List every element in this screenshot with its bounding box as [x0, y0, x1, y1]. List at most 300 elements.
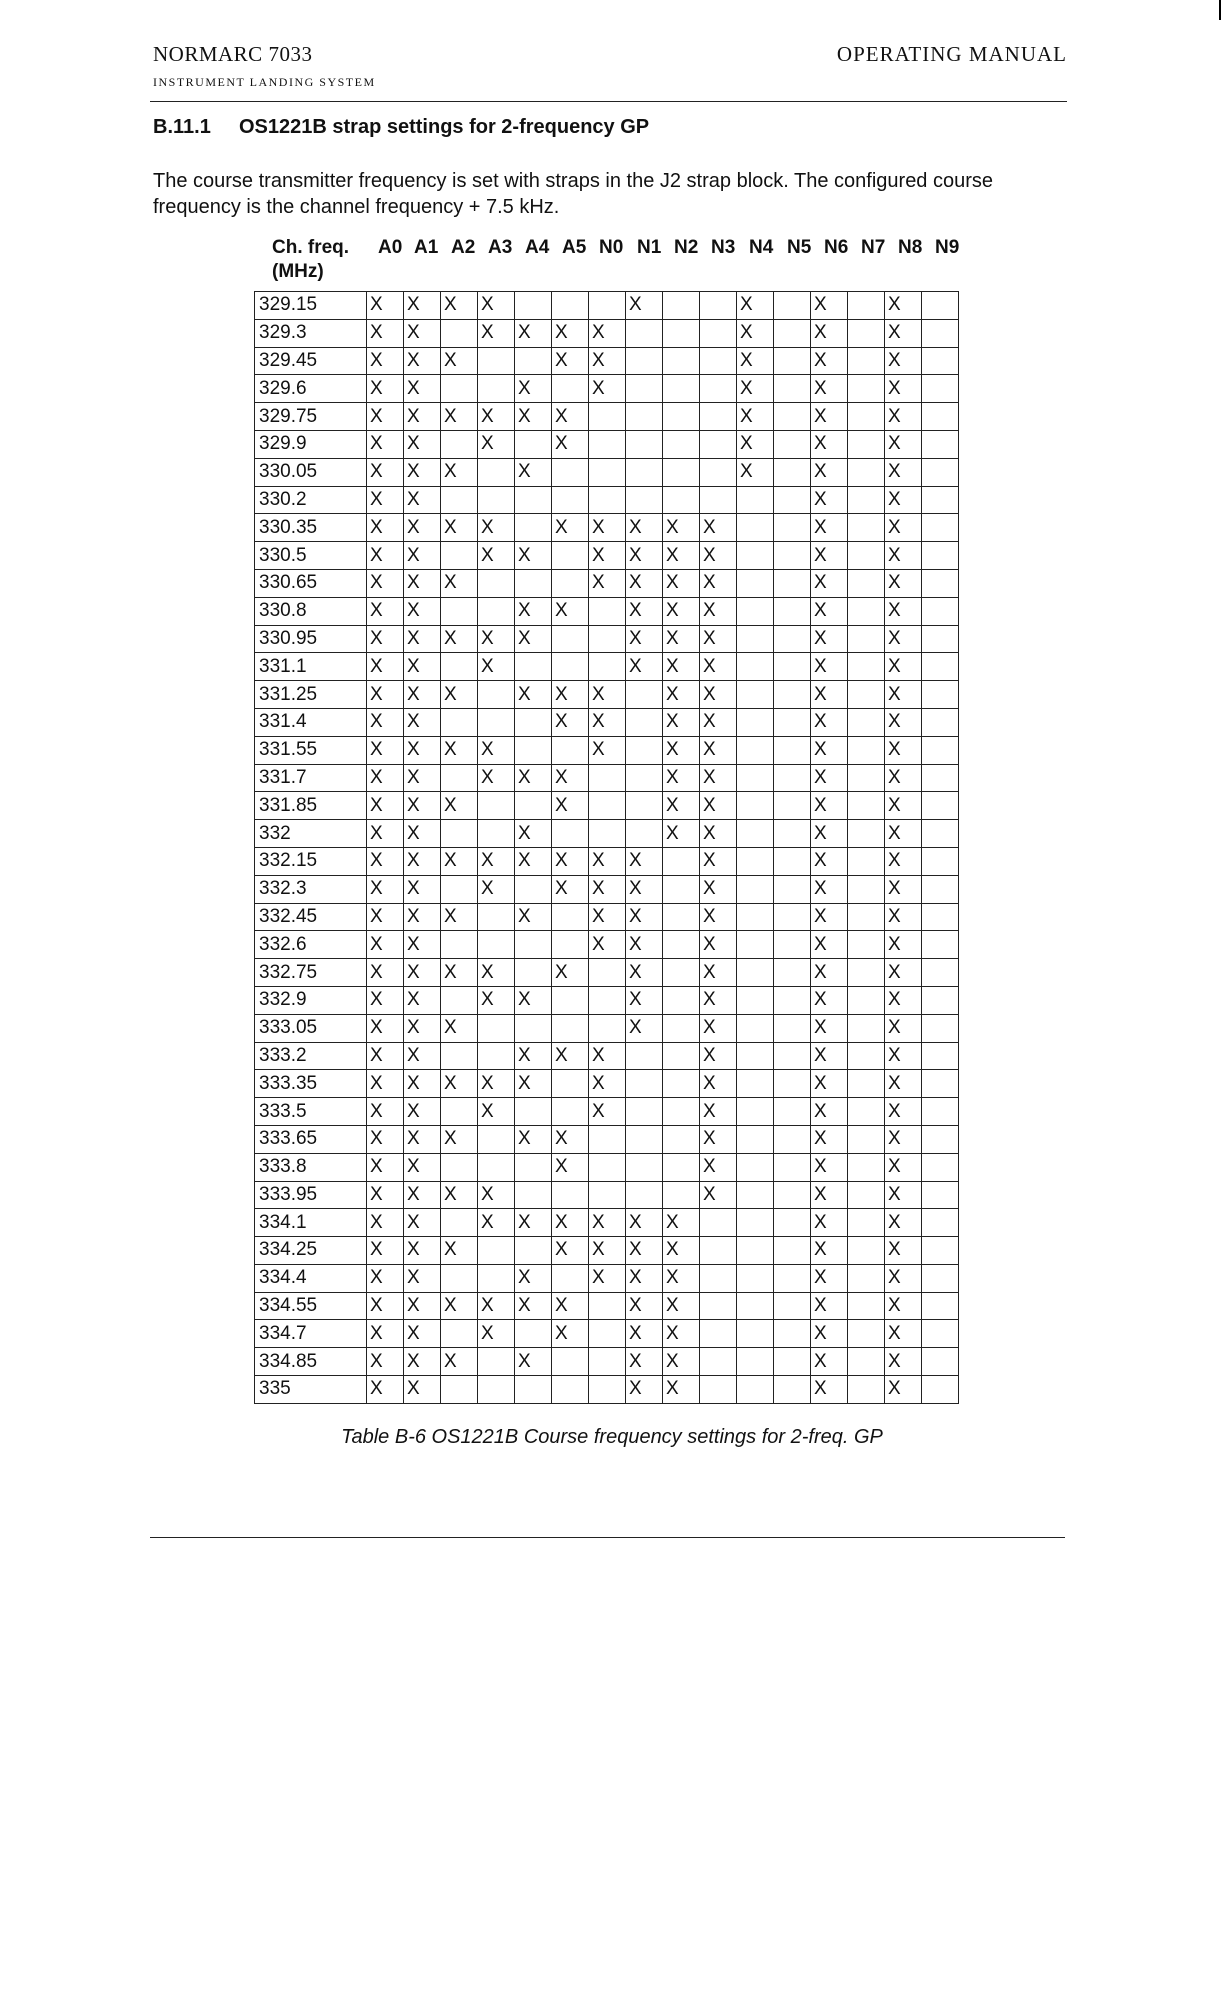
- freq-cell: 333.95: [255, 1181, 367, 1209]
- strap-mark: X: [666, 1350, 679, 1372]
- section-number: B.11.1: [153, 116, 211, 138]
- strap-mark: X: [555, 349, 568, 371]
- strap-cell-n1: [626, 875, 663, 903]
- strap-cell-n5: [774, 1209, 811, 1237]
- strap-cell-n5: [774, 792, 811, 820]
- strap-cell-a1: [404, 375, 441, 403]
- strap-mark: X: [518, 377, 531, 399]
- strap-mark: X: [666, 1267, 679, 1289]
- strap-cell-n7: [848, 820, 885, 848]
- freq-cell: 331.85: [255, 792, 367, 820]
- strap-cell-n6: [811, 1320, 848, 1348]
- strap-cell-n8: [885, 458, 922, 486]
- strap-cell-n4: [737, 569, 774, 597]
- strap-mark: X: [888, 933, 901, 955]
- strap-mark: X: [592, 933, 605, 955]
- strap-cell-n2: [663, 736, 700, 764]
- strap-cell-a4: [515, 1348, 552, 1376]
- strap-cell-n2: [663, 764, 700, 792]
- strap-mark: X: [481, 516, 494, 538]
- strap-cell-n4: [737, 736, 774, 764]
- strap-cell-n6: [811, 1292, 848, 1320]
- strap-cell-n6: [811, 1070, 848, 1098]
- table-row: [255, 1348, 959, 1376]
- strap-mark: X: [407, 1128, 420, 1150]
- strap-cell-n5: [774, 931, 811, 959]
- strap-cell-a4: [515, 347, 552, 375]
- strap-mark: X: [370, 1211, 383, 1233]
- strap-cell-a1: [404, 292, 441, 320]
- strap-mark: X: [518, 905, 531, 927]
- strap-cell-n7: [848, 458, 885, 486]
- strap-mark: X: [888, 1211, 901, 1233]
- strap-cell-n6: [811, 736, 848, 764]
- strap-cell-n5: [774, 847, 811, 875]
- strap-mark: X: [814, 627, 827, 649]
- strap-cell-a0: [367, 820, 404, 848]
- strap-cell-a4: [515, 820, 552, 848]
- strap-cell-n1: [626, 1014, 663, 1042]
- strap-mark: X: [703, 1156, 716, 1178]
- strap-mark: X: [703, 739, 716, 761]
- strap-cell-n1: [626, 1042, 663, 1070]
- strap-cell-n1: [626, 458, 663, 486]
- strap-cell-n5: [774, 625, 811, 653]
- strap-cell-n4: [737, 1209, 774, 1237]
- strap-mark: X: [370, 405, 383, 427]
- strap-cell-n9: [922, 1264, 959, 1292]
- strap-cell-n3: [700, 403, 737, 431]
- strap-mark: X: [888, 905, 901, 927]
- strap-cell-a5: [552, 569, 589, 597]
- strap-cell-a2: [441, 1181, 478, 1209]
- strap-mark: X: [629, 600, 642, 622]
- strap-cell-a5: [552, 625, 589, 653]
- strap-cell-a1: [404, 458, 441, 486]
- strap-mark: X: [481, 878, 494, 900]
- strap-cell-a5: [552, 486, 589, 514]
- freq-cell: 334.4: [255, 1264, 367, 1292]
- strap-cell-n3: [700, 458, 737, 486]
- strap-mark: X: [407, 905, 420, 927]
- strap-cell-n0: [589, 486, 626, 514]
- strap-cell-n4: [737, 542, 774, 570]
- strap-cell-n3: [700, 764, 737, 792]
- strap-cell-n3: [700, 1348, 737, 1376]
- strap-cell-a1: [404, 847, 441, 875]
- strap-cell-n8: [885, 1014, 922, 1042]
- strap-cell-a5: [552, 653, 589, 681]
- strap-cell-n8: [885, 875, 922, 903]
- strap-cell-a5: [552, 597, 589, 625]
- strap-cell-n8: [885, 569, 922, 597]
- strap-mark: X: [814, 461, 827, 483]
- strap-cell-a4: [515, 736, 552, 764]
- strap-mark: X: [888, 989, 901, 1011]
- table-row: [255, 931, 959, 959]
- intro-paragraph: The course transmitter frequency is set with straps in the J2 strap block. The configured course frequency is the channel frequency + 7.5 kHz.: [153, 170, 994, 218]
- strap-mark: X: [481, 1100, 494, 1122]
- strap-mark: X: [592, 739, 605, 761]
- strap-mark: X: [407, 377, 420, 399]
- strap-cell-n2: [663, 959, 700, 987]
- strap-cell-a3: [478, 792, 515, 820]
- strap-cell-n9: [922, 820, 959, 848]
- strap-cell-n0: [589, 792, 626, 820]
- strap-cell-a1: [404, 403, 441, 431]
- strap-cell-a3: [478, 1098, 515, 1126]
- strap-cell-n4: [737, 792, 774, 820]
- strap-cell-n7: [848, 1292, 885, 1320]
- strap-cell-n0: [589, 764, 626, 792]
- strap-mark: X: [888, 711, 901, 733]
- strap-cell-a3: [478, 847, 515, 875]
- strap-mark: X: [407, 627, 420, 649]
- strap-cell-a3: [478, 1181, 515, 1209]
- strap-mark: X: [888, 794, 901, 816]
- strap-cell-a1: [404, 597, 441, 625]
- strap-mark: X: [444, 294, 457, 316]
- strap-mark: X: [370, 294, 383, 316]
- strap-table-body: [255, 292, 959, 1404]
- strap-mark: X: [555, 1044, 568, 1066]
- strap-mark: X: [666, 544, 679, 566]
- freq-cell: 331.1: [255, 653, 367, 681]
- strap-mark: X: [518, 1295, 531, 1317]
- freq-cell: 332.45: [255, 903, 367, 931]
- strap-cell-n2: [663, 292, 700, 320]
- strap-cell-n4: [737, 1042, 774, 1070]
- strap-cell-n3: [700, 1125, 737, 1153]
- strap-cell-n0: [589, 708, 626, 736]
- strap-cell-a1: [404, 1098, 441, 1126]
- strap-cell-a4: [515, 1209, 552, 1237]
- strap-mark: X: [814, 766, 827, 788]
- strap-cell-n5: [774, 1153, 811, 1181]
- strap-cell-n3: [700, 653, 737, 681]
- freq-cell: 334.25: [255, 1237, 367, 1265]
- strap-cell-a3: [478, 820, 515, 848]
- strap-mark: X: [370, 878, 383, 900]
- strap-cell-a0: [367, 764, 404, 792]
- column-header-a4: A4: [525, 237, 550, 258]
- strap-cell-n0: [589, 430, 626, 458]
- strap-cell-n6: [811, 903, 848, 931]
- strap-cell-n1: [626, 1209, 663, 1237]
- strap-mark: X: [629, 627, 642, 649]
- freq-cell: 329.45: [255, 347, 367, 375]
- strap-mark: X: [370, 739, 383, 761]
- strap-cell-n6: [811, 542, 848, 570]
- freq-cell: 331.4: [255, 708, 367, 736]
- strap-cell-n0: [589, 347, 626, 375]
- strap-cell-n8: [885, 653, 922, 681]
- strap-cell-n3: [700, 375, 737, 403]
- strap-mark: X: [888, 572, 901, 594]
- strap-cell-a2: [441, 1264, 478, 1292]
- strap-cell-a4: [515, 319, 552, 347]
- strap-cell-n0: [589, 1153, 626, 1181]
- strap-cell-n2: [663, 1292, 700, 1320]
- strap-mark: X: [370, 1044, 383, 1066]
- strap-mark: X: [555, 1322, 568, 1344]
- freq-cell: 330.2: [255, 486, 367, 514]
- strap-cell-n3: [700, 1237, 737, 1265]
- strap-cell-n4: [737, 986, 774, 1014]
- strap-mark: X: [888, 683, 901, 705]
- strap-mark: X: [814, 822, 827, 844]
- strap-mark: X: [444, 1350, 457, 1372]
- strap-cell-n3: [700, 820, 737, 848]
- strap-mark: X: [407, 461, 420, 483]
- strap-cell-n8: [885, 708, 922, 736]
- strap-mark: X: [703, 794, 716, 816]
- strap-cell-n8: [885, 1292, 922, 1320]
- strap-mark: X: [814, 794, 827, 816]
- strap-cell-n5: [774, 375, 811, 403]
- strap-mark: X: [814, 433, 827, 455]
- strap-cell-n6: [811, 820, 848, 848]
- strap-cell-n9: [922, 1181, 959, 1209]
- strap-mark: X: [592, 1211, 605, 1233]
- strap-cell-n2: [663, 1376, 700, 1404]
- strap-mark: X: [666, 1378, 679, 1400]
- strap-mark: X: [370, 377, 383, 399]
- strap-cell-n7: [848, 625, 885, 653]
- strap-mark: X: [444, 349, 457, 371]
- strap-cell-n7: [848, 959, 885, 987]
- strap-mark: X: [703, 544, 716, 566]
- strap-cell-n0: [589, 736, 626, 764]
- strap-mark: X: [407, 1100, 420, 1122]
- freq-cell: 332.15: [255, 847, 367, 875]
- strap-cell-a1: [404, 1348, 441, 1376]
- strap-cell-n6: [811, 569, 848, 597]
- strap-cell-n3: [700, 486, 737, 514]
- strap-mark: X: [592, 322, 605, 344]
- strap-cell-a4: [515, 708, 552, 736]
- strap-cell-a5: [552, 375, 589, 403]
- strap-mark: X: [481, 655, 494, 677]
- strap-cell-n1: [626, 542, 663, 570]
- strap-mark: X: [370, 1156, 383, 1178]
- strap-cell-n1: [626, 1292, 663, 1320]
- strap-cell-a4: [515, 375, 552, 403]
- strap-cell-n7: [848, 1209, 885, 1237]
- freq-cell: 334.85: [255, 1348, 367, 1376]
- strap-cell-a5: [552, 708, 589, 736]
- strap-cell-n1: [626, 486, 663, 514]
- column-header-n8: N8: [898, 237, 923, 258]
- strap-cell-n2: [663, 681, 700, 709]
- strap-cell-a0: [367, 875, 404, 903]
- table-row: [255, 847, 959, 875]
- strap-cell-n0: [589, 292, 626, 320]
- strap-cell-a0: [367, 430, 404, 458]
- strap-cell-n2: [663, 347, 700, 375]
- strap-cell-n0: [589, 1376, 626, 1404]
- strap-cell-n6: [811, 1014, 848, 1042]
- strap-cell-n7: [848, 1125, 885, 1153]
- strap-cell-a0: [367, 959, 404, 987]
- strap-mark: X: [407, 850, 420, 872]
- strap-cell-a4: [515, 1125, 552, 1153]
- strap-cell-n2: [663, 931, 700, 959]
- column-header-a2: A2: [451, 237, 476, 258]
- strap-cell-n1: [626, 403, 663, 431]
- strap-mark: X: [888, 1378, 901, 1400]
- strap-mark: X: [407, 405, 420, 427]
- strap-mark: X: [444, 1128, 457, 1150]
- strap-mark: X: [407, 322, 420, 344]
- strap-mark: X: [592, 683, 605, 705]
- strap-cell-n3: [700, 1098, 737, 1126]
- strap-cell-n3: [700, 847, 737, 875]
- strap-cell-n8: [885, 430, 922, 458]
- strap-cell-a5: [552, 1348, 589, 1376]
- header-divider: [150, 101, 1067, 102]
- freq-cell: 330.5: [255, 542, 367, 570]
- strap-cell-a5: [552, 319, 589, 347]
- strap-cell-n4: [737, 1070, 774, 1098]
- table-row: [255, 514, 959, 542]
- strap-cell-n7: [848, 1320, 885, 1348]
- freq-cell: 330.65: [255, 569, 367, 597]
- strap-mark: X: [666, 1211, 679, 1233]
- strap-mark: X: [407, 1295, 420, 1317]
- strap-cell-n3: [700, 1042, 737, 1070]
- strap-mark: X: [518, 683, 531, 705]
- freq-header-line-2: (MHz): [272, 261, 324, 282]
- strap-mark: X: [814, 377, 827, 399]
- strap-mark: X: [740, 294, 753, 316]
- strap-cell-a5: [552, 430, 589, 458]
- strap-mark: X: [888, 294, 901, 316]
- strap-mark: X: [703, 1044, 716, 1066]
- table-row: [255, 597, 959, 625]
- strap-mark: X: [555, 683, 568, 705]
- strap-mark: X: [407, 1072, 420, 1094]
- strap-mark: X: [814, 1211, 827, 1233]
- strap-mark: X: [814, 1350, 827, 1372]
- strap-cell-a2: [441, 292, 478, 320]
- page-header-left: [153, 42, 376, 90]
- strap-cell-a0: [367, 653, 404, 681]
- strap-cell-n5: [774, 430, 811, 458]
- column-header-n7: N7: [861, 237, 886, 258]
- strap-settings-table: [254, 291, 959, 1404]
- strap-cell-n5: [774, 458, 811, 486]
- strap-cell-a1: [404, 903, 441, 931]
- table-row: [255, 430, 959, 458]
- strap-cell-n9: [922, 347, 959, 375]
- strap-cell-n2: [663, 1098, 700, 1126]
- strap-cell-a5: [552, 903, 589, 931]
- strap-mark: X: [814, 1267, 827, 1289]
- strap-cell-n4: [737, 959, 774, 987]
- strap-cell-a4: [515, 1292, 552, 1320]
- strap-cell-n9: [922, 375, 959, 403]
- strap-cell-n4: [737, 1153, 774, 1181]
- strap-cell-n5: [774, 708, 811, 736]
- strap-cell-n6: [811, 764, 848, 792]
- strap-cell-a2: [441, 486, 478, 514]
- strap-cell-n1: [626, 847, 663, 875]
- strap-cell-a5: [552, 1098, 589, 1126]
- strap-cell-n3: [700, 1376, 737, 1404]
- strap-cell-a3: [478, 347, 515, 375]
- strap-mark: X: [518, 322, 531, 344]
- strap-mark: X: [629, 572, 642, 594]
- strap-cell-a5: [552, 792, 589, 820]
- section-title: OS1221B strap settings for 2-frequency GP: [239, 116, 650, 138]
- strap-cell-n4: [737, 875, 774, 903]
- strap-cell-n1: [626, 903, 663, 931]
- strap-cell-a3: [478, 708, 515, 736]
- strap-cell-n7: [848, 542, 885, 570]
- strap-cell-a3: [478, 403, 515, 431]
- strap-cell-n4: [737, 319, 774, 347]
- table-row: [255, 986, 959, 1014]
- strap-cell-a0: [367, 1181, 404, 1209]
- strap-mark: X: [407, 961, 420, 983]
- strap-cell-a4: [515, 458, 552, 486]
- strap-cell-n5: [774, 514, 811, 542]
- strap-cell-n8: [885, 986, 922, 1014]
- strap-mark: X: [740, 433, 753, 455]
- strap-mark: X: [370, 627, 383, 649]
- strap-cell-n8: [885, 625, 922, 653]
- strap-cell-a3: [478, 986, 515, 1014]
- strap-mark: X: [481, 1211, 494, 1233]
- strap-mark: X: [407, 349, 420, 371]
- strap-mark: X: [518, 627, 531, 649]
- strap-cell-a2: [441, 1348, 478, 1376]
- strap-cell-n5: [774, 569, 811, 597]
- strap-cell-n6: [811, 959, 848, 987]
- strap-cell-n9: [922, 292, 959, 320]
- strap-cell-n2: [663, 1181, 700, 1209]
- strap-cell-n5: [774, 653, 811, 681]
- strap-mark: X: [888, 1267, 901, 1289]
- strap-cell-n9: [922, 1125, 959, 1153]
- freq-cell: 332.9: [255, 986, 367, 1014]
- strap-mark: X: [370, 461, 383, 483]
- strap-mark: X: [888, 766, 901, 788]
- strap-mark: X: [814, 544, 827, 566]
- strap-cell-a0: [367, 458, 404, 486]
- strap-mark: X: [814, 655, 827, 677]
- strap-cell-n1: [626, 375, 663, 403]
- strap-cell-a1: [404, 430, 441, 458]
- strap-cell-n2: [663, 1320, 700, 1348]
- strap-mark: X: [481, 433, 494, 455]
- strap-mark: X: [481, 739, 494, 761]
- strap-cell-n3: [700, 430, 737, 458]
- strap-mark: X: [370, 1072, 383, 1094]
- strap-cell-n6: [811, 1098, 848, 1126]
- strap-cell-a1: [404, 931, 441, 959]
- strap-cell-n7: [848, 569, 885, 597]
- strap-cell-n5: [774, 820, 811, 848]
- strap-mark: X: [888, 822, 901, 844]
- strap-cell-n8: [885, 792, 922, 820]
- strap-mark: X: [407, 516, 420, 538]
- strap-cell-n2: [663, 514, 700, 542]
- strap-cell-n3: [700, 1070, 737, 1098]
- strap-cell-a1: [404, 542, 441, 570]
- strap-mark: X: [666, 1322, 679, 1344]
